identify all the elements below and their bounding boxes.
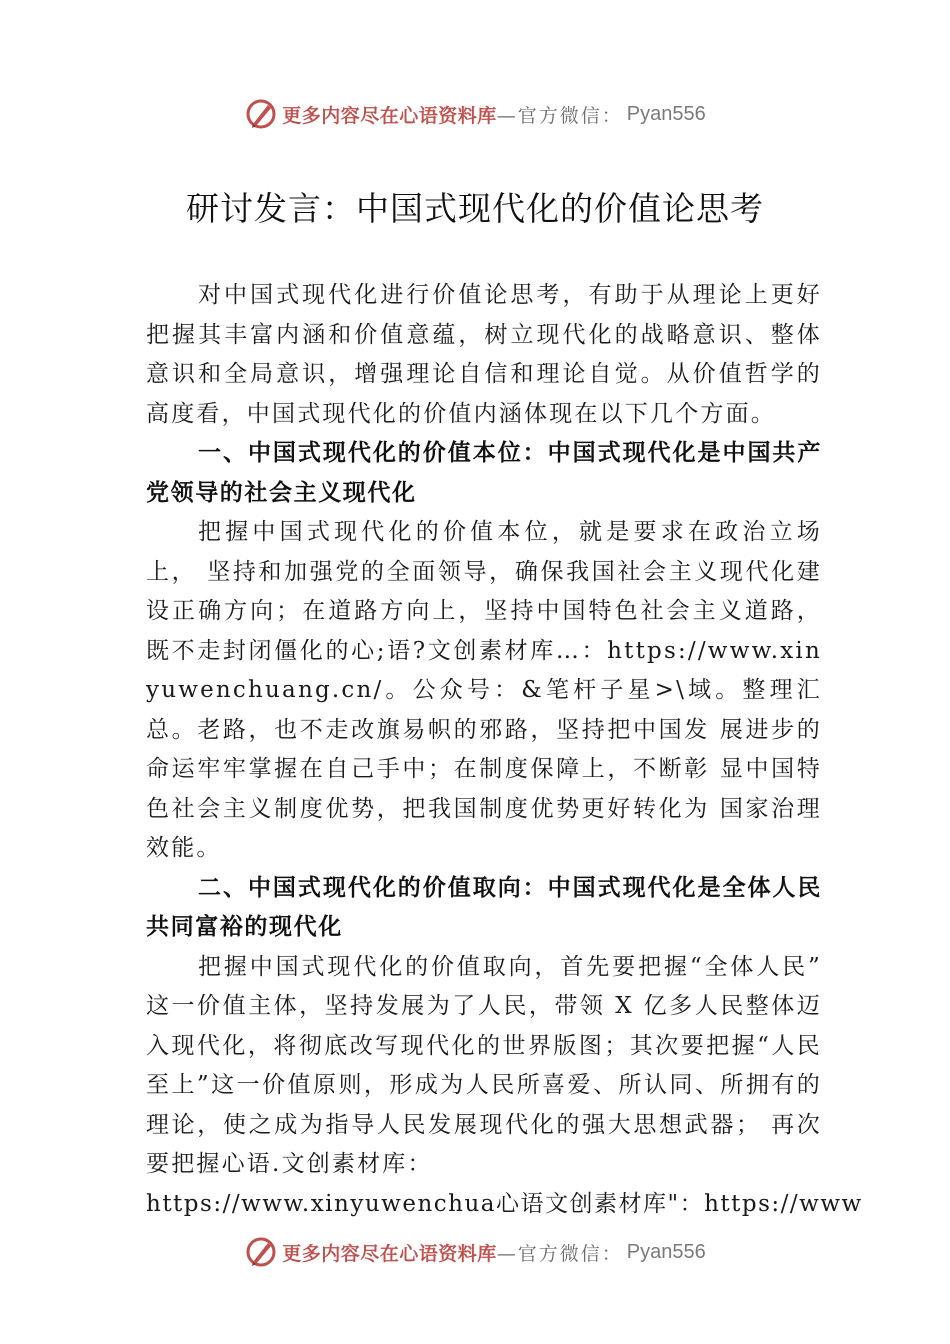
trailing-url-line: https://www.xinyuwenchua心语文创素材库"：https://www [146, 1190, 863, 1217]
intro-paragraph: 对中国式现代化进行价值论思考，有助于从理论上更好把握其丰富内涵和价值意蕴，树立现代化的战略意识、整体意识和全局意识，增强理论自信和理论自觉。从价值哲学的高度看，中国式现代化的价值内涵体现在以下几个方面。 [146, 282, 822, 427]
section-1-body: 把握中国式现代化的价值本位，就是要求在政治立场上， 坚持和加强党的全面领导，确保我国社会主义现代化建设正确方向；在道路方向上，坚持中国特色社会主义道路，既不走封闭僵化的心;语?文创素材库…：https://www.xinyuwenchuang.cn/。公众号：&笔杆子星>\域。整理汇总。老路，也不走改旗易帜的邪路，坚持把中国发 展进步的命运牢牢掌握在自己手中；在制度保障上，不断彰 显中国特色社会主义制度优势，把我国制度优势更好转化为 国家治理效能。 [146, 519, 822, 861]
header-watermark-banner [0, 94, 950, 134]
promo-rest-text: —官方微信： [496, 104, 623, 127]
page-title: 研讨发言：中国式现代化的价值论思考 [186, 189, 764, 228]
promo-lead-text: 更多内容尽在心语资料库 [282, 1242, 497, 1265]
section-2-heading: 二、中国式现代化的价值取向：中国式现代化是全体人民共同富裕的现代化 [146, 874, 822, 940]
pen-nib-circle-icon [244, 1235, 278, 1269]
wechat-id: Pyan556 [626, 1240, 706, 1263]
footer-watermark-banner [0, 1232, 950, 1272]
document-body [146, 276, 863, 1224]
section-1-heading: 一、中国式现代化的价值本位：中国式现代化是中国共产党领导的社会主义现代化 [146, 440, 822, 506]
promo-rest-text: —官方微信： [496, 1242, 623, 1265]
section-2-body: 把握中国式现代化的价值取向，首先要把握“全体人民” 这一价值主体，坚持发展为了人民，带领 X 亿多人民整体迈入现代化，将彻底改写现代化的世界版图；其次要把握“人民至上”这一价值原则，形成为人民所喜爱、所认同、所拥有的理论，使之成为指导人民发展现代化的强大思想武器； 再次要把握心语.文创素材库： [146, 953, 822, 1177]
pen-nib-circle-icon [244, 97, 278, 131]
promo-lead-text: 更多内容尽在心语资料库 [282, 104, 497, 127]
wechat-id: Pyan556 [626, 102, 706, 125]
